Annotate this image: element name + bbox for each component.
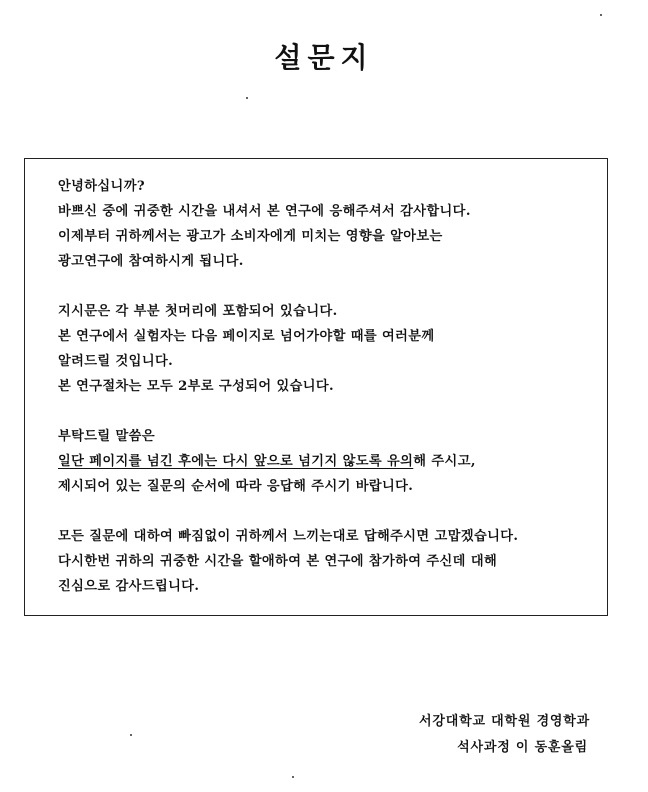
text-line: 지시문은 각 부분 첫머리에 포함되어 있습니다. [58,304,338,319]
scan-speck [130,734,132,736]
request-line [58,449,618,474]
greeting-paragraph [58,174,618,274]
text-line: 본 연구에서 실험자는 다음 페이지로 넘어가야할 때를 여러분께 [58,329,435,344]
underlined-warning: 일단 페이지를 넘긴 후에는 다시 앞으로 넘기지 않도록 유의 [58,454,414,469]
signature-affiliation: 서강대학교 대학원 경영학과 [419,714,590,729]
request-paragraph [58,424,618,499]
text-line: 알려드릴 것입니다. [58,354,174,369]
request-rest: 해 주시고, [413,454,476,469]
document-title: 설문지 [274,41,374,74]
scan-speck [292,776,294,778]
scan-speck [246,97,248,99]
text-line: 광고연구에 참여하시게 됩니다. [58,254,244,269]
text-line: 본 연구절차는 모두 2부로 구성되어 있습니다. [58,379,335,394]
signature-name: 석사과정 이 동훈올림 [457,740,588,755]
text-line: 이제부터 귀하께서는 광고가 소비자에게 미치는 영향을 알아보는 [58,229,443,244]
closing-paragraph [58,524,618,599]
scan-speck [600,14,602,16]
text-line: 진심으로 감사드립니다. [58,579,200,594]
text-line: 바쁘신 중에 귀중한 시간을 내셔서 본 연구에 응해주셔서 감사합니다. [58,204,471,219]
text-line: 안녕하십니까? [58,179,145,194]
request-heading: 부탁드릴 말씀은 [58,429,155,444]
text-line: 제시되어 있는 질문의 순서에 따라 응답해 주시기 바랍니다. [58,479,414,494]
instructions-paragraph [58,299,618,399]
text-line: 다시한번 귀하의 귀중한 시간을 할애하여 본 연구에 참가하여 주신데 대해 [58,554,498,569]
notice-content [58,174,618,624]
text-line: 모든 질문에 대하여 빠짐없이 귀하께서 느끼는대로 답해주시면 고맙겠습니다. [58,529,519,544]
